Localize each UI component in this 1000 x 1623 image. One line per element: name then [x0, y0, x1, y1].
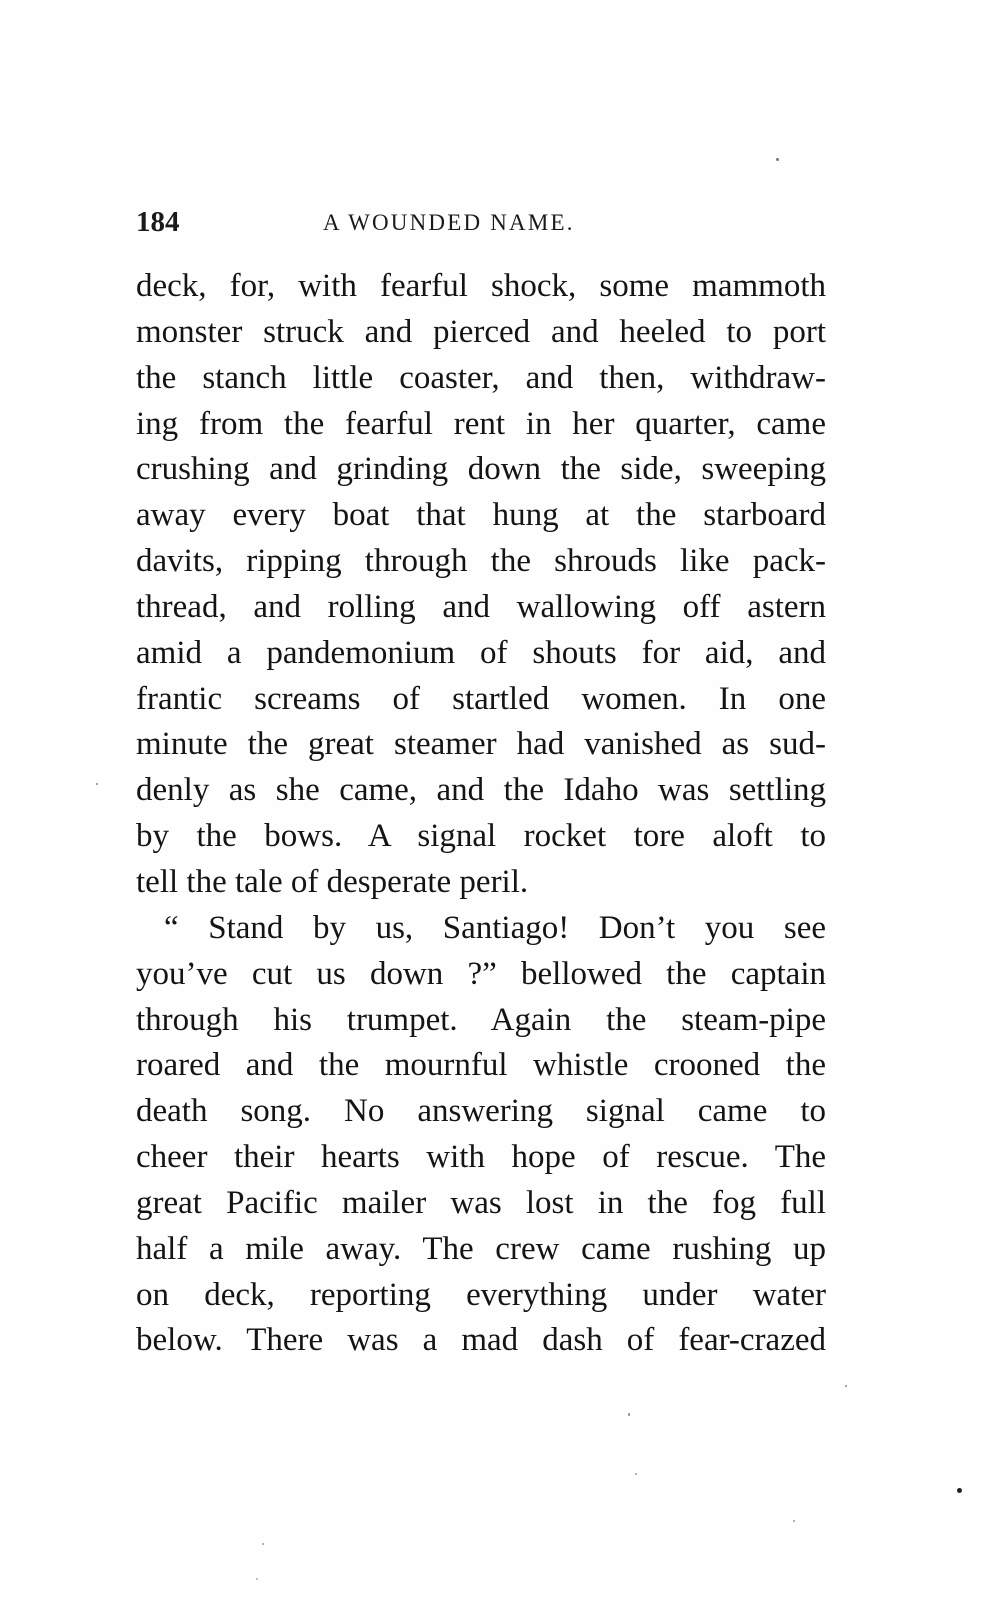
scan-speck — [776, 158, 779, 161]
text-line: thread, and rolling and wallowing off astern — [136, 588, 826, 625]
scan-speck — [957, 1488, 962, 1493]
scan-speck — [635, 1473, 637, 1475]
text-line: away every boat that hung at the starboard — [136, 497, 826, 534]
text-line: deck, for, with fearful shock, some mammoth — [136, 268, 826, 304]
body-text — [136, 264, 826, 1364]
text-line: minute the great steamer had vanished as sud- — [136, 726, 826, 763]
text-line: amid a pandemonium of shouts for aid, and — [136, 634, 826, 671]
text-line: below. There was a mad dash of fear-crazed — [136, 1322, 826, 1359]
text-line: frantic screams of startled women. In one — [136, 680, 826, 717]
text-line: cheer their hearts with hope of rescue. The — [136, 1139, 826, 1176]
text-line: great Pacific mailer was lost in the fog full — [136, 1184, 826, 1221]
text-line: you’ve cut us down ?” bellowed the captain — [136, 955, 826, 992]
text-line: death song. No answering signal came to — [136, 1093, 826, 1130]
scan-speck — [845, 1385, 847, 1387]
scan-speck — [262, 1543, 264, 1545]
text-line: monster struck and pierced and heeled to port — [136, 313, 826, 350]
text-line: davits, ripping through the shrouds like pack- — [136, 543, 826, 580]
scan-speck — [256, 1578, 258, 1580]
running-head: A WOUNDED NAME. — [323, 210, 575, 235]
text-line: roared and the mournful whistle crooned the — [136, 1047, 826, 1084]
text-line: the stanch little coaster, and then, withdraw- — [136, 359, 826, 396]
text-line: denly as she came, and the Idaho was settling — [136, 772, 826, 809]
text-line: “ Stand by us, Santiago! Don’t you see — [164, 909, 826, 946]
scan-speck — [793, 1520, 795, 1522]
text-line: crushing and grinding down the side, sweeping — [136, 451, 826, 488]
page-number: 184 — [136, 206, 180, 238]
page-header — [136, 206, 826, 246]
text-line: half a mile away. The crew came rushing up — [136, 1230, 826, 1267]
text-line: through his trumpet. Again the steam-pipe — [136, 1001, 826, 1038]
scan-speck — [628, 1413, 630, 1416]
text-line: tell the tale of desperate peril. — [136, 863, 529, 900]
scan-speck — [96, 783, 98, 785]
text-line: ing from the fearful rent in her quarter, came — [136, 405, 826, 442]
text-line: by the bows. A signal rocket tore aloft to — [136, 818, 826, 855]
text-line: on deck, reporting everything under water — [136, 1276, 826, 1313]
